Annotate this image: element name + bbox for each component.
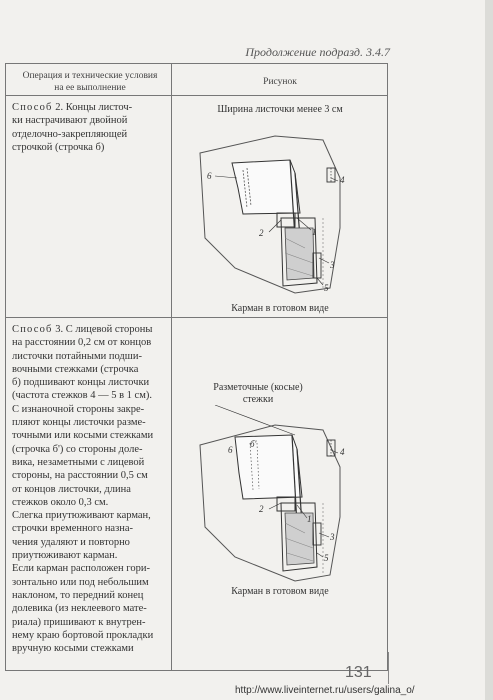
figure-2-pocket-diagram bbox=[195, 405, 375, 585]
figure-2-label-6: 6 bbox=[228, 445, 233, 455]
figure-2-label-2: 2 bbox=[259, 504, 264, 514]
figure-1-label-4: 4 bbox=[340, 175, 345, 185]
page-number-rule bbox=[388, 652, 389, 684]
page-number: 131 bbox=[345, 664, 372, 681]
figure-1-label-6: 6 bbox=[207, 171, 212, 181]
running-head: Продолжение подразд. 3.4.7 bbox=[245, 45, 390, 59]
figure-1-bottom-caption: Карман в готовом виде bbox=[231, 303, 329, 314]
header-divider bbox=[5, 95, 388, 96]
method-3-body: 3. С лицевой стороны на расстоянии 0,2 см от концов листочки потайными подши- вочными стежками (строчка б) подшивают концы листочки (частота стежков 4 — 5 в 1 см). С изнаночной стороны закре- пляют концы листочки разме- точными или косыми стежками (строчка б') со стороны доле- вика, незаметными с лицевой стороны, на расстоянии 0,5 см от концов листочки, длина стежков около 0,3 см. Слегка приутюживают карман, строчки временного назна- чения удаляют и повторно приутюживают карман. Если карман расположен гори- зонтально или под небольшим наклоном, то передний конец долевика (из неклеевого мате- риала) пришивают к внутрен- нему краю бортовой прокладки вручную косыми стежками bbox=[12, 324, 154, 655]
watermark-url: http://www.liveinternet.ru/users/galina_o/ bbox=[235, 685, 415, 696]
row-divider bbox=[5, 317, 388, 318]
column-divider bbox=[171, 63, 172, 671]
figure-1-pocket-diagram bbox=[195, 118, 375, 300]
method-3-label: Способ bbox=[12, 324, 53, 335]
figure-2-label-6-prime: б' bbox=[250, 439, 257, 449]
figure-2-label-1: 1 bbox=[307, 514, 312, 524]
method-2-body: 2. Концы листоч- ки настрачивают двойной отделочно-закрепляющей строчкой (строчка б) bbox=[12, 102, 133, 153]
method-2-text bbox=[12, 101, 170, 154]
page-edge bbox=[485, 0, 493, 700]
method-3-text bbox=[12, 323, 170, 655]
figure-1-label-5: 5 bbox=[324, 283, 329, 293]
figure-2-label-3: 3 bbox=[330, 532, 335, 542]
column-header-figure: Рисунок bbox=[263, 77, 297, 87]
method-2-label: Способ bbox=[12, 102, 53, 113]
figure-1-label-2: 2 bbox=[259, 228, 264, 238]
figure-1-top-caption: Ширина листочки менее 3 см bbox=[217, 104, 343, 115]
figure-2-top-caption: Разметочные (косые) стежки bbox=[213, 382, 303, 405]
figure-2-label-5: 5 bbox=[324, 553, 329, 563]
figure-1-label-3: 3 bbox=[330, 260, 335, 270]
figure-2-bottom-caption: Карман в готовом виде bbox=[231, 586, 329, 597]
figure-1-label-1: 1 bbox=[312, 227, 317, 237]
figure-2-label-4: 4 bbox=[340, 447, 345, 457]
column-header-operation: Операция и технические условия на ее выполнение bbox=[22, 71, 158, 93]
